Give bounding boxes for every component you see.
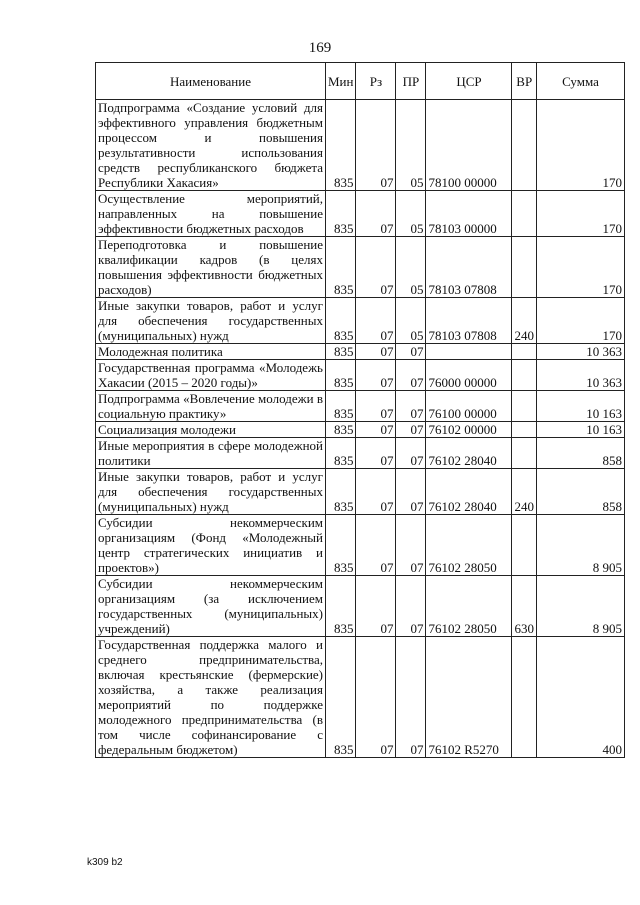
table-row [96,637,625,758]
table-row [96,298,625,344]
row-vr [512,391,537,422]
row-name: Подпрограмма «Создание условий для эффективного управления бюджетным процессом и повышения результативности использования средств республиканского бюджета Республики Хакасия» [96,100,326,191]
header-min: Мин [326,63,356,100]
row-sum: 10 163 [536,391,624,422]
row-vr [512,191,537,237]
row-rz: 07 [356,191,396,237]
row-name: Переподготовка и повышение квалификации кадров (в целях повышения эффективности бюджетных расходов) [96,237,326,298]
row-min: 835 [326,391,356,422]
row-pr: 05 [396,298,426,344]
row-vr: 240 [512,298,537,344]
row-rz: 07 [356,100,396,191]
row-pr: 07 [396,391,426,422]
row-vr [512,515,537,576]
row-name: Подпрограмма «Вовлечение молодежи в социальную практику» [96,391,326,422]
header-rz: Рз [356,63,396,100]
row-csr [426,344,512,360]
row-pr: 05 [396,191,426,237]
row-sum: 400 [536,637,624,758]
row-name: Субсидии некоммерческим организациям (Фонд «Молодежный центр стратегических инициатив и проектов») [96,515,326,576]
row-csr: 78103 07808 [426,298,512,344]
table-row [96,360,625,391]
row-sum: 170 [536,298,624,344]
row-vr [512,438,537,469]
row-sum: 858 [536,438,624,469]
row-csr: 76102 00000 [426,422,512,438]
row-rz: 07 [356,438,396,469]
row-sum: 170 [536,100,624,191]
row-pr: 07 [396,422,426,438]
row-pr: 05 [396,100,426,191]
table-row [96,344,625,360]
row-csr: 76102 28040 [426,438,512,469]
row-csr: 76000 00000 [426,360,512,391]
row-rz: 07 [356,391,396,422]
row-sum: 170 [536,191,624,237]
header-vr: ВР [512,63,537,100]
row-name: Субсидии некоммерческим организациям (за исключением государственных (муниципальных) учреждений) [96,576,326,637]
row-rz: 07 [356,515,396,576]
row-pr: 07 [396,576,426,637]
row-csr: 78103 00000 [426,191,512,237]
row-csr: 76100 00000 [426,391,512,422]
row-pr: 07 [396,469,426,515]
row-csr: 76102 28050 [426,515,512,576]
row-csr: 76102 28050 [426,576,512,637]
row-sum: 8 905 [536,576,624,637]
row-min: 835 [326,360,356,391]
row-sum: 10 363 [536,360,624,391]
row-vr [512,360,537,391]
row-name: Иные мероприятия в сфере молодежной политики [96,438,326,469]
row-rz: 07 [356,298,396,344]
row-vr: 630 [512,576,537,637]
row-name: Иные закупки товаров, работ и услуг для обеспечения государственных (муниципальных) нужд [96,298,326,344]
budget-table [95,62,625,758]
row-pr: 07 [396,515,426,576]
row-sum: 858 [536,469,624,515]
table-row [96,469,625,515]
table-row [96,191,625,237]
row-rz: 07 [356,237,396,298]
row-rz: 07 [356,469,396,515]
table-header-row [96,63,625,100]
row-pr: 07 [396,360,426,391]
row-name: Государственная программа «Молодежь Хакасии (2015 – 2020 годы)» [96,360,326,391]
page-number: 169 [308,40,332,56]
row-min: 835 [326,515,356,576]
table-row [96,391,625,422]
row-sum: 8 905 [536,515,624,576]
row-csr: 76102 28040 [426,469,512,515]
row-rz: 07 [356,344,396,360]
row-vr [512,100,537,191]
row-min: 835 [326,576,356,637]
row-rz: 07 [356,360,396,391]
row-min: 835 [326,469,356,515]
table-row [96,237,625,298]
row-min: 835 [326,100,356,191]
header-pr: ПР [396,63,426,100]
row-min: 835 [326,298,356,344]
row-min: 835 [326,637,356,758]
row-min: 835 [326,191,356,237]
table-row [96,576,625,637]
row-sum: 10 363 [536,344,624,360]
row-pr: 07 [396,344,426,360]
row-sum: 10 163 [536,422,624,438]
row-rz: 07 [356,576,396,637]
row-sum: 170 [536,237,624,298]
table-row [96,438,625,469]
row-csr: 78100 00000 [426,100,512,191]
header-sum: Сумма [536,63,624,100]
row-min: 835 [326,237,356,298]
row-min: 835 [326,438,356,469]
row-min: 835 [326,344,356,360]
table-row [96,422,625,438]
table-body [96,100,625,758]
row-name: Осуществление мероприятий, направленных на повышение эффективности бюджетных расходов [96,191,326,237]
row-vr [512,422,537,438]
row-pr: 05 [396,237,426,298]
row-name: Социализация молодежи [96,422,326,438]
row-rz: 07 [356,637,396,758]
row-vr: 240 [512,469,537,515]
row-csr: 76102 R5270 [426,637,512,758]
row-pr: 07 [396,637,426,758]
row-name: Государственная поддержка малого и среднего предпринимательства, включая крестьянские (фермерские) хозяйства, а также реализация мероприятий по поддержке молодежного предпринимательства (в том числе софинансирование с федеральным бюджетом) [96,637,326,758]
row-rz: 07 [356,422,396,438]
row-csr: 78103 07808 [426,237,512,298]
row-vr [512,637,537,758]
table-row [96,515,625,576]
footer-code: k309 b2 [87,857,123,868]
row-name: Иные закупки товаров, работ и услуг для обеспечения государственных (муниципальных) нужд [96,469,326,515]
row-pr: 07 [396,438,426,469]
header-csr: ЦСР [426,63,512,100]
row-min: 835 [326,422,356,438]
row-vr [512,344,537,360]
header-name: Наименование [96,63,326,100]
row-vr [512,237,537,298]
table-row [96,100,625,191]
row-name: Молодежная политика [96,344,326,360]
